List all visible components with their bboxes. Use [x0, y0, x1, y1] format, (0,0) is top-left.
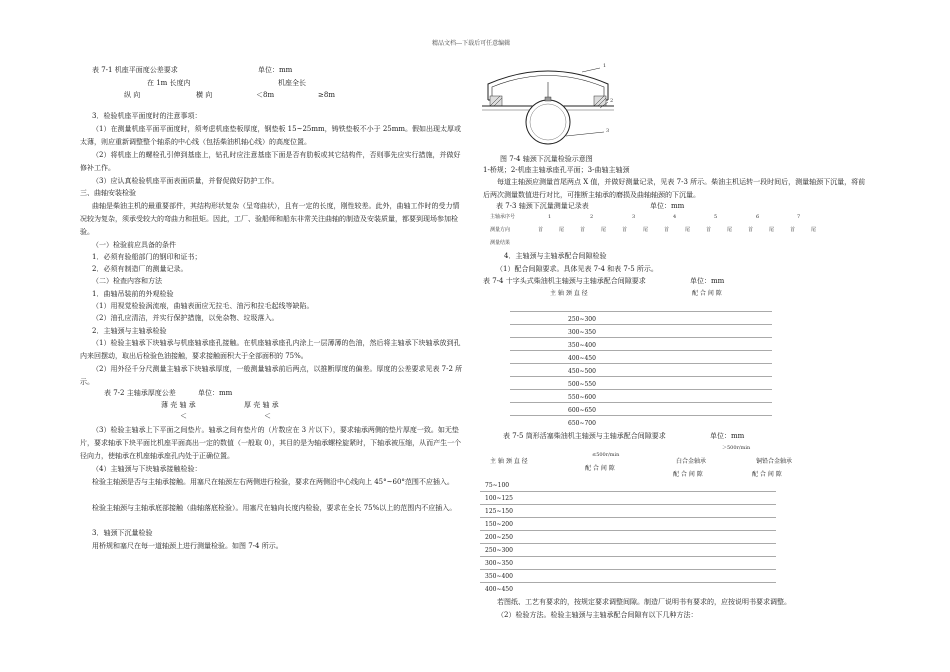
- paragraph: 2．必须有制造厂的测量记录。: [92, 265, 188, 273]
- table-7-3-cell: 3: [632, 214, 636, 220]
- table-7-3-unit: 单位：mm: [650, 202, 685, 210]
- paragraph: （1）在测量机座平面平面度时，须考虑机座垫板厚度，钢垫板 15~25mm，铸铁垫板不小于 25mm。假如出现太厚或太薄，则应重新调整整个轴系的中心线（包括柴油机轴心线）的高度位置。: [80, 125, 462, 146]
- table-rule: [510, 415, 772, 416]
- table-7-2-header: 厚 壳 轴 承: [244, 401, 279, 409]
- table-7-5-cell: 400~450: [485, 586, 513, 593]
- table-7-2-unit: 单位：mm: [198, 389, 233, 397]
- table-7-4-cell: 600~650: [568, 407, 596, 414]
- table-7-5-header: 配 合 间 隙: [673, 471, 703, 478]
- table-7-3-cell: 首: [580, 227, 586, 233]
- table-7-5-title: 表 7-5 筒形活塞柴油机主轴颈与主轴承配合间隙要求: [503, 432, 666, 440]
- table-7-5-header: ＞500r/min: [722, 445, 751, 451]
- table-rule: [480, 582, 776, 583]
- table-7-5-cell: 300~350: [485, 560, 513, 567]
- table-7-3-title: 表 7-3 轴颈下沉量测量记录表: [496, 202, 589, 210]
- table-7-5-header: 配 合 间 隙: [585, 465, 615, 472]
- paragraph: 1．必须有验船部门的钢印和证书；: [92, 253, 202, 261]
- table-rule: [510, 376, 772, 377]
- table-7-1-unit: 单位：mm: [258, 66, 293, 74]
- table-7-1-cell: ＜8m: [256, 91, 275, 99]
- table-7-1-cell: 横 向: [196, 91, 213, 99]
- table-7-4-cell: 400~450: [568, 355, 596, 362]
- figure-label: 2: [610, 98, 614, 104]
- paragraph: （2）用外径千分尺测量主轴承下块轴承厚度，一般测量轴承前后两点，以推断厚度的偏差。厚度的公差要求见表 7-2 所示。: [80, 365, 463, 386]
- table-7-3-cell: 尾: [559, 227, 565, 233]
- table-7-5-unit: 单位：mm: [710, 432, 745, 440]
- table-7-5-header: 白合金轴承: [676, 458, 707, 465]
- table-rule: [510, 363, 772, 364]
- paragraph: （3）应认真检验机座平面表面质量，并督促做好防护工作。: [92, 177, 279, 185]
- table-7-2-title: 表 7-2 主轴承厚度公差: [104, 389, 176, 397]
- table-7-5-cell: 75~100: [485, 482, 510, 489]
- table-7-3-cell: 尾: [685, 227, 691, 233]
- paragraph: 3．检验机座平面度时的注意事项：: [92, 112, 202, 120]
- paragraph: （2）将机座上的螺栓孔引伸到基座上，钻孔时应注意基座下面是否有肋板或其它结构件，否则事先应实行措施，并做好修补工作。: [80, 151, 461, 172]
- paragraph: （二）检查内容和方法: [92, 277, 162, 285]
- table-7-4-cell: 650~700: [568, 420, 596, 427]
- table-7-3-cell: 首: [706, 227, 712, 233]
- table-7-2-cell: ＜: [180, 412, 187, 420]
- table-7-4-unit: 单位：mm: [690, 277, 725, 285]
- table-7-3-cell: 尾: [727, 227, 733, 233]
- paragraph: 4．主轴颈与主轴承配合间隙检验: [504, 252, 607, 260]
- paragraph: （2）检验方法。检验主轴颈与主轴承配合间隙有以下几种方法：: [497, 611, 698, 619]
- table-7-4-title: 表 7-4 十字头式柴油机主轴颈与主轴承配合间隙要求: [483, 277, 646, 285]
- table-7-3-cell: 首: [622, 227, 628, 233]
- figure-legend: 1-桥规；2-机座主轴承座孔平面；3-曲轴主轴颈: [483, 166, 630, 174]
- paragraph: （4）主轴颈与下块轴承接触检验：: [92, 465, 202, 473]
- table-7-3-cell: 4: [673, 214, 677, 220]
- table-7-3-label: 测量方向: [490, 227, 511, 233]
- paragraph: 检验主轴颈是否与主轴承接触。用塞尺在轴颈左右两侧进行检验，要求在两侧沿中心线向上 45°~60°范围不应插入。: [92, 478, 454, 486]
- table-7-4-header: 主 轴 颈 直 径: [550, 290, 588, 297]
- table-7-1-cell: 在 1m 长度内: [147, 79, 191, 87]
- table-7-3-cell: 首: [538, 227, 544, 233]
- paragraph: （1）检验主轴承下块轴承与机座轴承座孔接触。在机座轴承座孔内涂上一层薄薄的色油，然后将主轴承下块轴承放到孔内来回摆动，取出后检验色油接触，要求接触面积大于全部面积的 75%。: [80, 339, 461, 360]
- table-rule: [480, 530, 776, 531]
- paragraph: 3．轴颈下沉量检验: [92, 529, 153, 537]
- table-7-3-cell: 7: [797, 214, 801, 220]
- table-7-2-cell: ＜: [264, 412, 271, 420]
- table-7-4-cell: 250~300: [568, 316, 596, 323]
- figure-7-4-diagram: [482, 62, 614, 154]
- table-rule: [510, 311, 772, 312]
- paragraph: （1）配合间隙要求。具体见表 7-4 和表 7-5 所示。: [496, 265, 658, 273]
- table-rule: [480, 556, 776, 557]
- table-7-3-cell: 5: [714, 214, 718, 220]
- paragraph: （一）检验前应具备的条件: [92, 241, 176, 249]
- table-7-3-cell: 尾: [601, 227, 607, 233]
- table-7-3-cell: 1: [548, 214, 552, 220]
- section-heading: 三、曲轴安装检验: [80, 189, 136, 197]
- table-rule: [510, 389, 772, 390]
- page-header: 精品文档---下载后可任意编辑: [432, 40, 511, 47]
- paragraph: 若图纸、工艺有要求的，按规定要求调整间隙。制造厂说明书有要求的，应按说明书要求调整。: [497, 598, 791, 606]
- figure-caption: 图 7-4 轴颈下沉量检验示意图: [500, 155, 593, 163]
- table-7-5-cell: 200~250: [485, 534, 513, 541]
- table-7-4-header: 配 合 间 隙: [692, 290, 722, 297]
- paragraph: （3）检验主轴承上下平面之间垫片。轴承之间有垫片的（片数应在 3 片以下），要求轴承两侧的垫片厚度一致。如无垫片，要求轴承下块平面比机座平面高出一定的数值（一般取 0），其目的是为轴承螺栓旋紧时，下轴承被压缩，从而产生一个径向力，使轴承在机座轴承座孔内处于正确位置。: [80, 426, 462, 460]
- table-7-5-header: 铜铅合金轴承: [756, 458, 793, 465]
- paragraph: 1．曲轴吊装前的外观检验: [92, 290, 174, 298]
- paragraph: 2．主轴颈与主轴承检验: [92, 327, 167, 335]
- table-rule: [480, 517, 776, 518]
- table-rule: [510, 337, 772, 338]
- table-7-4-cell: 450~500: [568, 368, 596, 375]
- table-7-3-cell: 2: [590, 214, 594, 220]
- table-7-4-cell: 550~600: [568, 394, 596, 401]
- table-7-5-cell: 150~200: [485, 521, 513, 528]
- table-7-3-cell: 首: [790, 227, 796, 233]
- table-7-1-cell: 纵 向: [124, 91, 141, 99]
- table-7-3-cell: 首: [664, 227, 670, 233]
- paragraph: 曲轴是柴油主机的最重要部件，其结构形状复杂（呈弯曲状），且有一定的长度，刚性较差。此外，曲轴工作时的受力情况较为复杂，须承受较大的弯曲力和扭矩。因此，工厂、验船师和船东非常关注曲轴的制造及安装质量，都要到现场参加检验。: [80, 202, 460, 236]
- figure-label: 1: [603, 63, 607, 69]
- table-7-5-cell: 250~300: [485, 547, 513, 554]
- table-7-5-header: 主 轴 颈 直 径: [490, 458, 528, 465]
- table-rule: [480, 491, 776, 492]
- table-7-3-label: 主轴承序号: [490, 214, 516, 220]
- table-7-5-header: 配 合 间 隙: [752, 471, 782, 478]
- table-7-5-cell: 350~400: [485, 573, 513, 580]
- paragraph: 每道主轴颈应测量首尾两点 X 值，并做好测量记录，见表 7-3 所示。柴油主机运转一段时间后，测量轴颈下沉量，将前后两次测量数值进行对比，可推断主轴承的磨损及曲轴轴颈的下沉量。: [483, 178, 866, 199]
- table-7-4-cell: 500~550: [568, 381, 596, 388]
- table-7-4-cell: 300~350: [568, 329, 596, 336]
- table-7-1-cell: ≥8m: [318, 91, 335, 99]
- table-7-3-cell: 尾: [811, 227, 817, 233]
- figure-label: 3: [606, 128, 610, 134]
- table-7-1-cell: 机座全长: [278, 79, 306, 87]
- table-rule: [510, 402, 772, 403]
- table-7-4-cell: 350~400: [568, 342, 596, 349]
- table-7-3-cell: 尾: [769, 227, 775, 233]
- table-7-5-cell: 100~125: [485, 495, 513, 502]
- table-7-2-header: 薄 壳 轴 承: [161, 401, 196, 409]
- paragraph: （1）用视觉检验涡流痕，曲轴表面应无拉毛、油污和拉毛起线等缺陷。: [92, 302, 314, 310]
- table-7-5-cell: 125~150: [485, 508, 513, 515]
- table-7-3-label: 测量结果: [490, 240, 511, 246]
- table-7-3-cell: 首: [748, 227, 754, 233]
- table-rule: [510, 324, 772, 325]
- paragraph: 检验主轴颈与主轴承底部接触（曲轴落底检验）。用塞尺在轴向长度内检验，要求在全长 75%以上的范围内不应插入。: [92, 504, 457, 512]
- table-7-1-title: 表 7-1 机座平面度公差要求: [92, 66, 178, 74]
- table-rule: [480, 569, 776, 570]
- table-rule: [480, 504, 776, 505]
- table-7-3-cell: 尾: [643, 227, 649, 233]
- paragraph: （2）油孔应清洁，并实行保护措施，以免杂物、垃圾落入。: [92, 314, 279, 322]
- paragraph: 用桥规和塞尺在每一道轴颈上进行测量检验。如图 7-4 所示。: [92, 542, 283, 550]
- table-rule: [480, 543, 776, 544]
- table-rule: [510, 350, 772, 351]
- table-7-5-header: ≤500r/min: [592, 452, 620, 458]
- table-7-3-cell: 6: [756, 214, 760, 220]
